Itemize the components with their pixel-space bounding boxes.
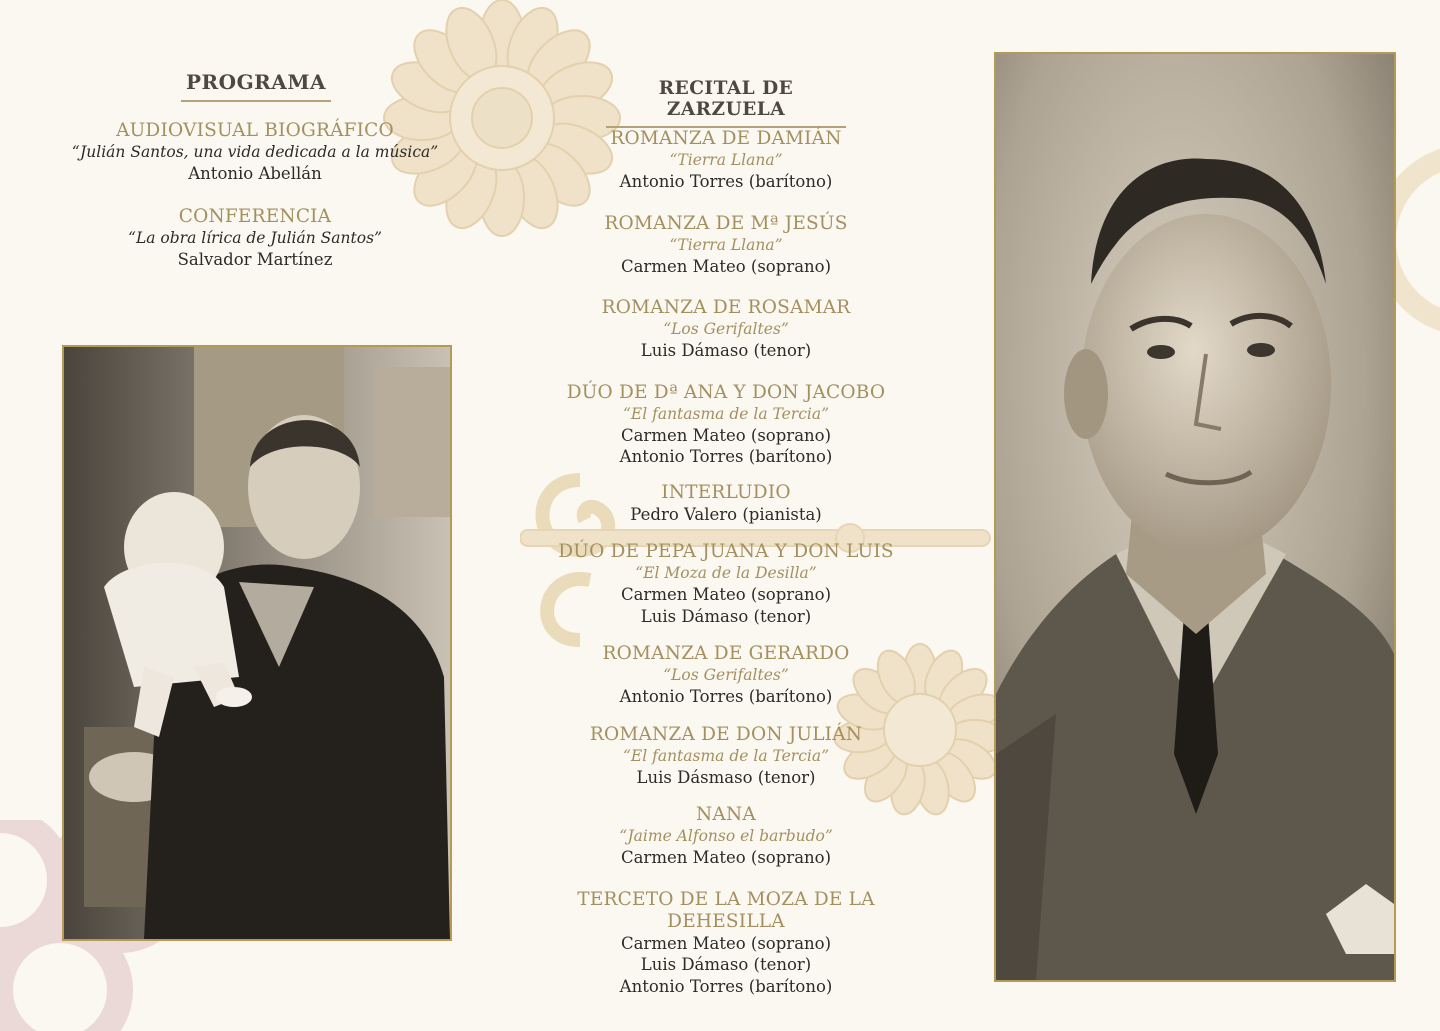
- recital-item: [526, 643, 926, 708]
- item-performer: Luis Dámaso (tenor): [640, 955, 812, 974]
- item-work: “Tierra Llana”: [669, 235, 783, 254]
- recital-item: [526, 482, 926, 526]
- program-heading: [181, 70, 331, 102]
- photo-portrait-man-in-suit: [994, 52, 1396, 982]
- program-item: [70, 120, 440, 185]
- recital-item: [526, 804, 926, 869]
- item-performer: Antonio Torres (barítono): [619, 976, 833, 996]
- recital-item: [526, 128, 926, 193]
- item-title: ROMANZA DE GERARDO: [602, 643, 850, 664]
- item-work: “El fantasma de la Tercia”: [622, 404, 830, 423]
- program-item: [70, 206, 440, 271]
- item-title: ROMANZA DE DON JULIÁN: [589, 723, 863, 745]
- recital-item: [526, 724, 926, 789]
- portrait-image: [996, 54, 1394, 980]
- item-work: “Los Gerifaltes”: [663, 320, 789, 338]
- item-work: “El fantasma de la Tercia”: [622, 746, 830, 765]
- item-performer: Carmen Mateo (soprano): [620, 256, 832, 276]
- item-performer: Carmen Mateo (soprano): [620, 425, 832, 445]
- item-work: “El Moza de la Desilla”: [635, 564, 817, 582]
- item-performer: Luis Dámaso (tenor): [640, 341, 812, 360]
- item-title: AUDIOVISUAL BIOGRÁFICO: [116, 120, 394, 141]
- item-performer: Antonio Torres (barítono): [619, 172, 833, 191]
- man-holding-baby-image: [64, 347, 450, 939]
- program-list: [70, 120, 440, 270]
- item-work: “Los Gerifaltes”: [663, 666, 789, 684]
- item-title: DÚO DE PEPA JUANA Y DON LUIS: [558, 541, 894, 562]
- program-heading-text: PROGRAMA: [186, 70, 326, 94]
- item-performer: Pedro Valero (pianista): [630, 504, 822, 524]
- item-title: ROMANZA DE Mª JESÚS: [604, 212, 848, 234]
- recital-list: [526, 128, 926, 997]
- recital-item: [526, 382, 926, 468]
- item-title: TERCETO DE LA MOZA DE LA DEHESILLA: [577, 888, 875, 932]
- item-title: ROMANZA DE DAMIÁN: [610, 128, 842, 149]
- heading-underline: [181, 100, 331, 102]
- item-performer: Antonio Torres (barítono): [619, 687, 833, 706]
- item-performer: Luis Dásmaso (tenor): [636, 767, 816, 787]
- item-title: ROMANZA DE ROSAMAR: [601, 297, 851, 318]
- recital-heading: [606, 78, 846, 128]
- item-performer: Carmen Mateo (soprano): [620, 848, 832, 867]
- item-title: NANA: [696, 804, 756, 825]
- item-title: DÚO DE Dª ANA Y DON JACOBO: [566, 381, 886, 403]
- item-performer: Carmen Mateo (soprano): [620, 933, 832, 953]
- item-work: “Julián Santos, una vida dedicada a la música”: [71, 143, 439, 161]
- recital-item: [526, 297, 926, 362]
- recital-item: [526, 889, 926, 998]
- item-performer: Carmen Mateo (soprano): [620, 585, 832, 604]
- recital-heading-text: RECITAL DE ZARZUELA: [658, 78, 794, 120]
- item-performer: Salvador Martínez: [177, 249, 333, 269]
- item-work: “Tierra Llana”: [669, 151, 783, 169]
- item-performer: Antonio Abellán: [188, 164, 322, 183]
- item-work: “Jaime Alfonso el barbudo”: [619, 827, 833, 845]
- item-title: CONFERENCIA: [178, 205, 332, 227]
- item-performer: Antonio Torres (barítono): [619, 447, 833, 466]
- recital-item: [526, 541, 926, 627]
- item-performer: Luis Dámaso (tenor): [640, 606, 812, 626]
- item-work: “La obra lírica de Julián Santos”: [128, 228, 382, 247]
- photo-man-holding-baby: [62, 345, 452, 941]
- recital-item: [526, 213, 926, 278]
- item-title: INTERLUDIO: [661, 481, 791, 503]
